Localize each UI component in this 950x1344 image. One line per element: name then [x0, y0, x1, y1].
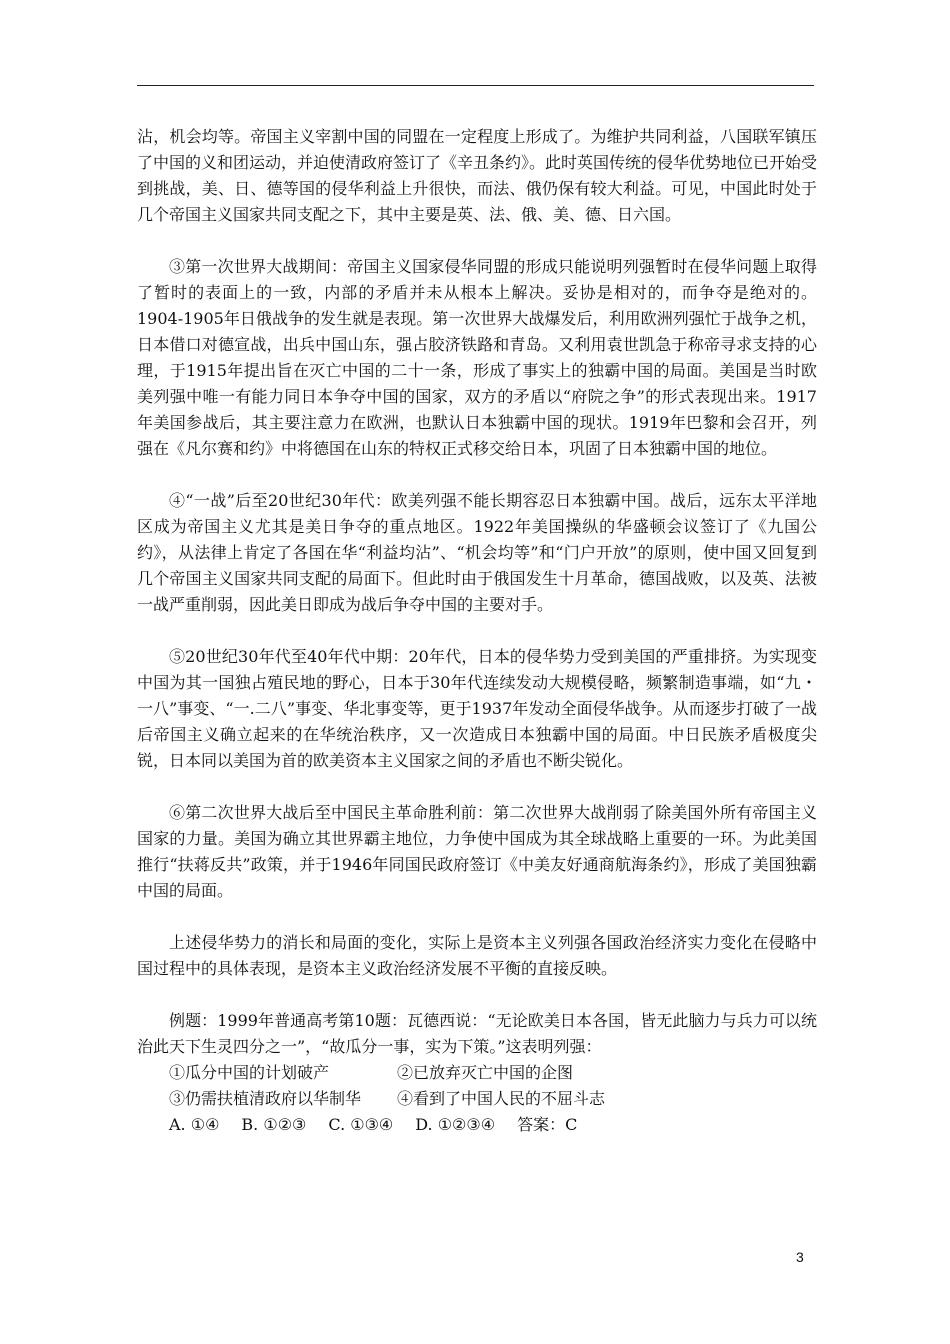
- option-3: ③仍需扶植清政府以华制华: [169, 1089, 362, 1108]
- option-4: ④看到了中国人民的不屈斗志: [397, 1089, 606, 1108]
- answer-label: 答案：C: [517, 1115, 578, 1134]
- choice-b: B. ①②③: [241, 1115, 307, 1134]
- paragraph-period-4: ④“一战”后至20世纪30年代：欧美列强不能长期容忍日本独霸中国。战后，远东太平洋地区成为帝国主义尤其是美日争夺的重点地区。1922年美国操纵的华盛顿会议签订了《九国公约》，从法律上肯定了各国在华“利益均沾”、“机会均等”和“门户开放”的原则，使中国又回复到几个帝国主义国家共同支配的局面下。但此时由于俄国发生十月革命，德国战败，以及英、法被一战严重削弱，因此美日即成为战后争夺中国的主要对手。: [137, 491, 817, 614]
- example-question: [137, 1008, 817, 1138]
- choice-a: A. ①④: [169, 1115, 220, 1134]
- choice-c: C. ①③④: [328, 1115, 394, 1134]
- question-options: [137, 1060, 817, 1112]
- options-row: [169, 1060, 817, 1086]
- paragraph-period-5: ⑤20世纪30年代至40年代中期：20年代，日本的侵华势力受到美国的严重排挤。为实现变中国为其一国独占殖民地的野心，日本于30年代连续发动大规模侵略，频繁制造事端，如“九・一八”事变、“一.二八”事变、华北事变等，更于1937年发动全面侵华战争。从而逐步打破了一战后帝国主义确立起来的在华统治秩序，又一次造成日本独霸中国的局面。中日民族矛盾极度尖锐，日本同以美国为首的欧美资本主义国家之间的矛盾也不断尖锐化。: [137, 647, 817, 770]
- options-row: [169, 1086, 817, 1112]
- paragraph-period-3: ③第一次世界大战期间：帝国主义国家侵华同盟的形成只能说明列强暂时在侵华问题上取得了暂时的表面上的一致，内部的矛盾并未从根本上解决。妥协是相对的，而争夺是绝对的。1904-1905年日俄战争的发生就是表现。第一次世界大战爆发后，利用欧洲列强忙于战争之机，日本借口对德宣战，出兵中国山东，强占胶济铁路和青岛。又利用袁世凯急于称帝寻求支持的心理，于1915年提出旨在灭亡中国的二十一条，形成了事实上的独霸中国的局面。美国是当时欧美列强中唯一有能力同日本争夺中国的国家，双方的矛盾以“府院之争”的形式表现出来。1917年美国参战后，其主要注意力在欧洲，也默认日本独霸中国的现状。1919年巴黎和会召开，列强在《凡尔赛和约》中将德国在山东的特权正式移交给日本，巩固了日本独霸中国的地位。: [137, 257, 817, 458]
- document-body: [137, 124, 817, 1138]
- choice-d: D. ①②③④: [415, 1115, 496, 1134]
- paragraph-summary: 上述侵华势力的消长和局面的变化，实际上是资本主义列强各国政治经济实力变化在侵略中国过程中的具体表现，是资本主义政治经济发展不平衡的直接反映。: [137, 933, 817, 978]
- header-rule: [137, 85, 814, 86]
- option-2: ②已放弃灭亡中国的企图: [397, 1063, 574, 1082]
- paragraph-1: 沾，机会均等。帝国主义宰割中国的同盟在一定程度上形成了。为维护共同利益，八国联军镇压了中国的义和团运动，并迫使清政府签订了《辛丑条约》。此时英国传统的侵华优势地位已开始受到挑战，美、日、德等国的侵华利益上升很快，而法、俄仍保有较大利益。可见，中国此时处于几个帝国主义国家共同支配之下，其中主要是英、法、俄、美、德、日六国。: [137, 127, 818, 224]
- page-number: 3: [796, 1249, 804, 1265]
- answer-choices: [137, 1112, 817, 1138]
- paragraph-period-6: ⑥第二次世界大战后至中国民主革命胜利前：第二次世界大战削弱了除美国外所有帝国主义国家的力量。美国为确立其世界霸主地位，力争使中国成为其全球战略上重要的一环。为此美国推行“扶蒋反共”政策，并于1946年同国民政府签订《中美友好通商航海条约》，形成了美国独霸中国的局面。: [137, 803, 817, 900]
- question-stem: 例题：1999年普通高考第10题：瓦德西说：“无论欧美日本各国，皆无此脑力与兵力可以统治此天下生灵四分之一”，“故瓜分一事，实为下策。”这表明列强：: [137, 1011, 817, 1056]
- option-1: ①瓜分中国的计划破产: [169, 1063, 330, 1082]
